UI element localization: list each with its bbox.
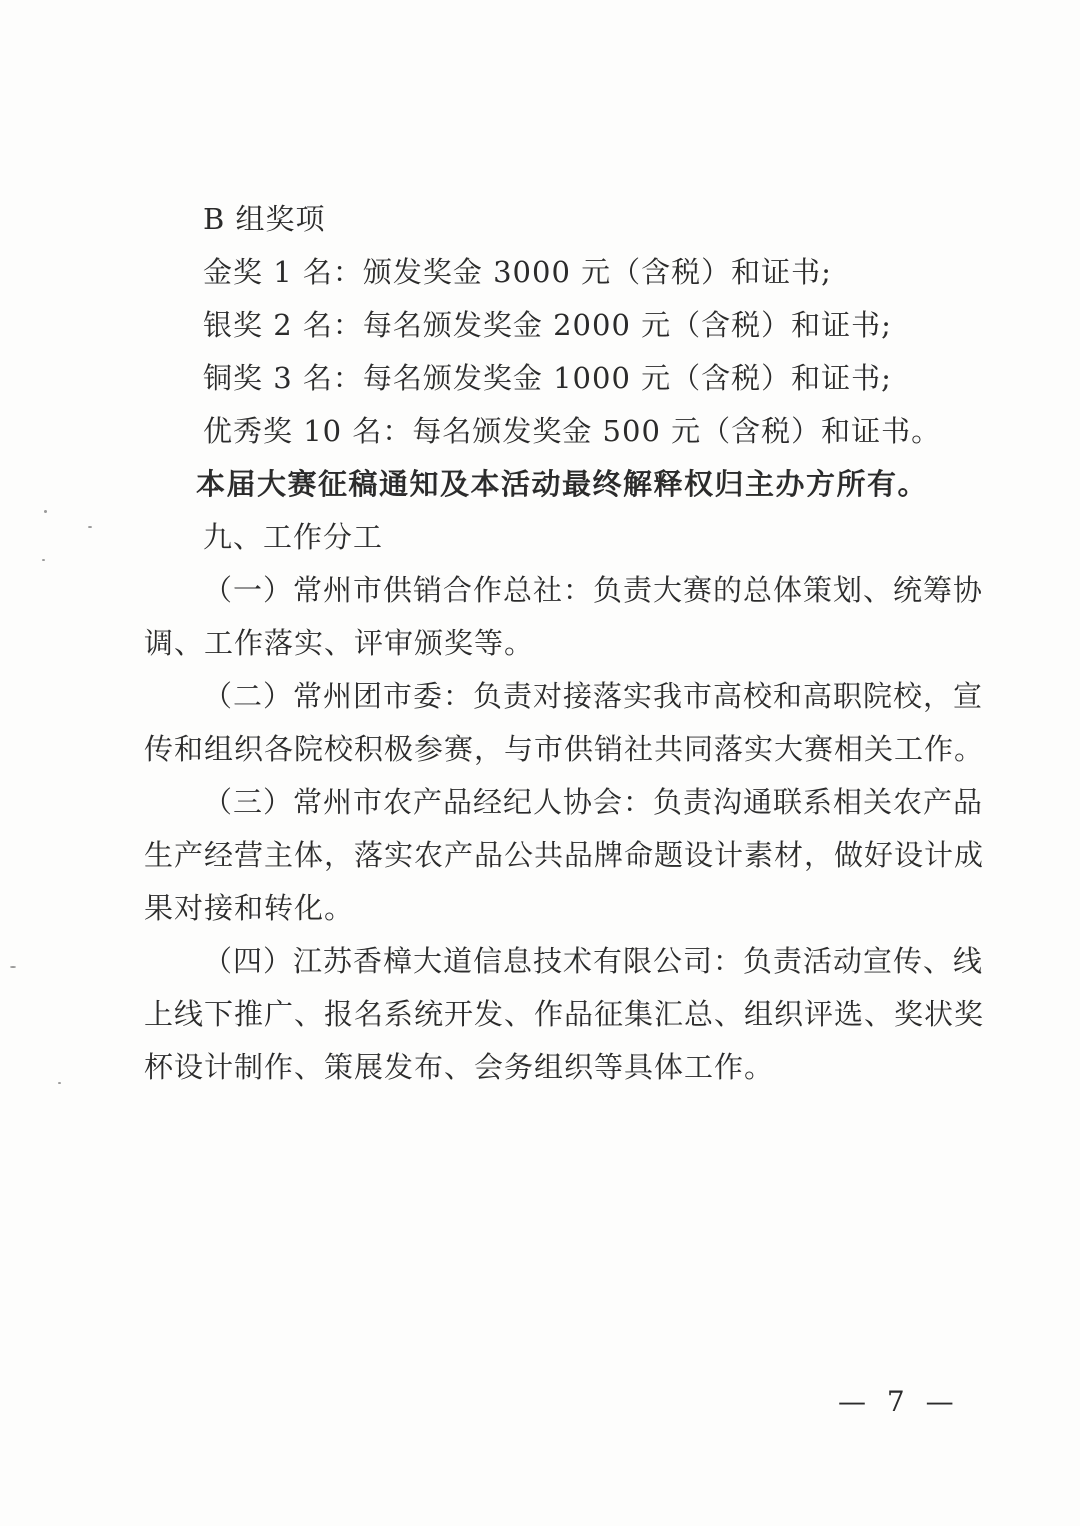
paragraph-line: （四）江苏香樟大道信息技术有限公司：负责活动宣传、线 [203,944,984,978]
award-excellence: 优秀奖 10 名：每名颁发奖金 500 元（含税）和证书。 [203,414,942,448]
award-gold: 金奖 1 名：颁发奖金 3000 元（含税）和证书; [203,255,832,289]
paragraph-line: 传和组织各院校积极参赛，与市供销社共同落实大赛相关工作。 [144,732,985,766]
award-bronze: 铜奖 3 名：每名颁发奖金 1000 元（含税）和证书; [203,361,892,395]
paragraph-line: （一）常州市供销合作总社：负责大赛的总体策划、统筹协 [203,573,984,607]
paragraph-line: 杯设计制作、策展发布、会务组织等具体工作。 [144,1050,775,1084]
paragraph-line: 调、工作落实、评审颁奖等。 [144,626,535,660]
award-silver: 银奖 2 名：每名颁发奖金 2000 元（含税）和证书; [203,308,892,342]
paragraph-line: （二）常州团市委：负责对接落实我市高校和高职院校，宣 [203,679,984,713]
scan-speck [88,526,92,528]
scan-speck [42,559,45,561]
paragraph-line: （三）常州市农产品经纪人协会：负责沟通联系相关农产品 [203,785,984,819]
section-heading: 九、工作分工 [203,520,384,554]
scan-speck [10,966,16,968]
page-number: — 7 — [838,1385,960,1418]
paragraph-line: 生产经营主体，落实农产品公共品牌命题设计素材，做好设计成 [144,838,985,872]
paragraph-line: 上线下推广、报名系统开发、作品征集汇总、组织评选、奖状奖 [144,997,985,1031]
paragraph-line: 果对接和转化。 [144,891,355,925]
rights-statement: 本届大赛征稿通知及本活动最终解释权归主办方所有。 [196,467,929,501]
scan-speck [58,1082,61,1084]
scan-speck [44,510,47,513]
document-body [144,193,985,1094]
awards-heading: B 组奖项 [203,202,326,236]
